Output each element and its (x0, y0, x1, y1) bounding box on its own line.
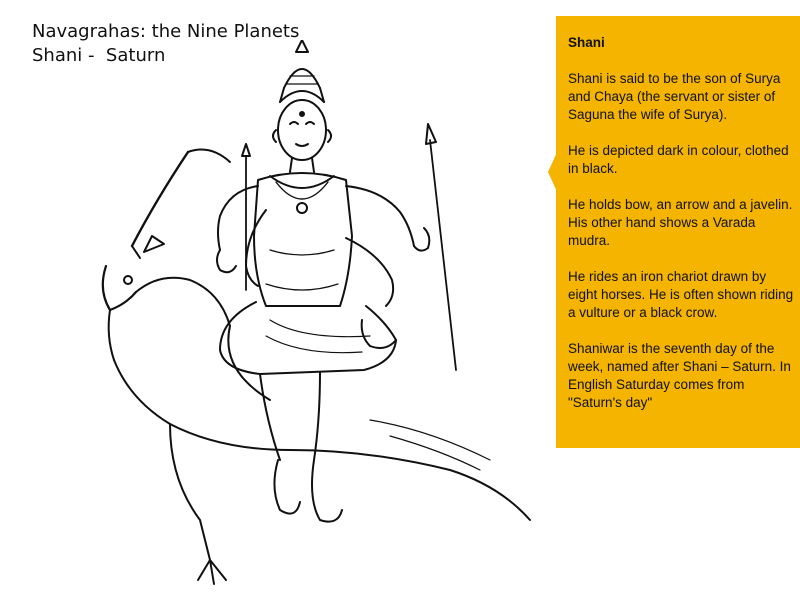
info-paragraph-saturday: Shaniwar is the seventh day of the week, named after Shani – Saturn. In English Saturday comes from "Saturn's day" (568, 341, 791, 410)
shani-illustration (70, 40, 550, 600)
info-panel-content (568, 34, 794, 430)
crown-icon (280, 40, 324, 102)
info-paragraph-weapons: He holds bow, an arrow and a javelin. His other hand shows a Varada mudra. (568, 197, 793, 248)
title-line-1: Navagrahas: the Nine Planets (32, 21, 300, 42)
info-heading: Shani (568, 35, 605, 50)
info-paragraph-parentage: Shani is said to be the son of Surya and Chaya (the servant or sister of Saguna the wife of Surya). (568, 71, 781, 122)
info-paragraph-vehicle: He rides an iron chariot drawn by eight horses. He is often shown riding a vulture or a black crow. (568, 269, 794, 320)
info-paragraph-appearance: He is depicted dark in colour, clothed in black. (568, 143, 789, 176)
title-line-2: Shani - Saturn (32, 45, 166, 66)
